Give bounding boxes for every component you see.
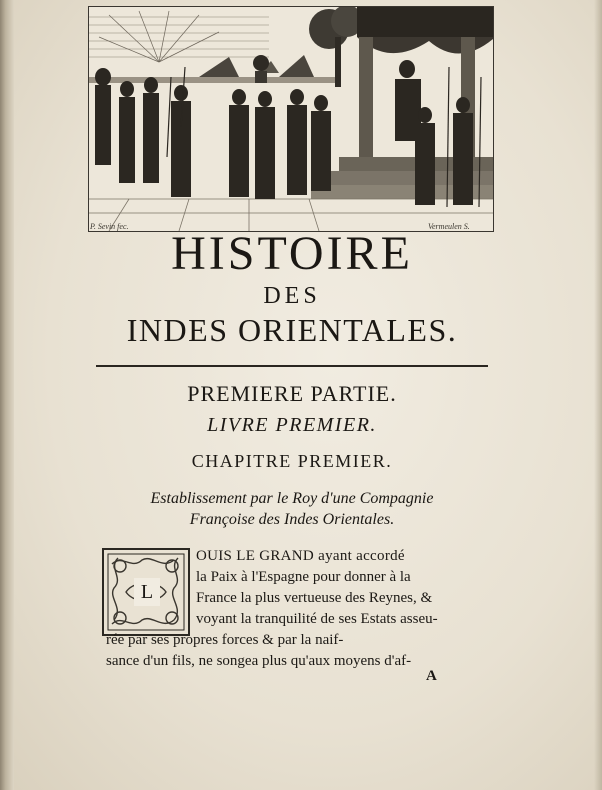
initial-letter: L	[134, 578, 160, 606]
body-line: sance d'un fils, ne songea plus qu'aux moyens d'af-	[106, 653, 412, 669]
body-line: rée par ses propres forces & par la naif-	[106, 632, 344, 648]
heading-partie: PREMIERE PARTIE.	[187, 381, 397, 406]
frontispiece-engraving	[88, 6, 494, 232]
chapter-subtitle-line2: Françoise des Indes Orientales.	[189, 511, 395, 528]
body-line: voyant la tranquilité de ses Estats asseu-	[196, 611, 438, 627]
chapter-subtitle	[96, 488, 488, 530]
body-line: France la plus vertueuse des Reynes, &	[196, 590, 433, 606]
engraver-caption-right: Vermeulen S.	[428, 222, 470, 231]
heading-chapitre: CHAPITRE PREMIER.	[191, 451, 393, 471]
chapter-subtitle-line1: Establissement par le Roy d'une Compagnie	[150, 490, 434, 507]
ornamental-initial	[102, 548, 190, 636]
body-line: la Paix à l'Espagne pour donner à la	[196, 569, 411, 585]
title-line-indes-orientales: INDES ORIENTALES.	[126, 312, 458, 348]
engraving-illustration	[89, 7, 493, 231]
title-line-histoire: HISTOIRE	[171, 227, 413, 280]
page-edge	[594, 0, 602, 790]
engraver-caption-left: P. Sevin fec.	[90, 222, 129, 231]
title-rule	[96, 365, 488, 367]
heading-livre: LIVRE PREMIER.	[207, 414, 377, 436]
signature-mark: A	[426, 668, 437, 684]
body-line: OUIS LE GRAND ayant accordé	[196, 548, 405, 564]
title-line-des: DES	[263, 283, 321, 309]
book-gutter	[0, 0, 14, 790]
